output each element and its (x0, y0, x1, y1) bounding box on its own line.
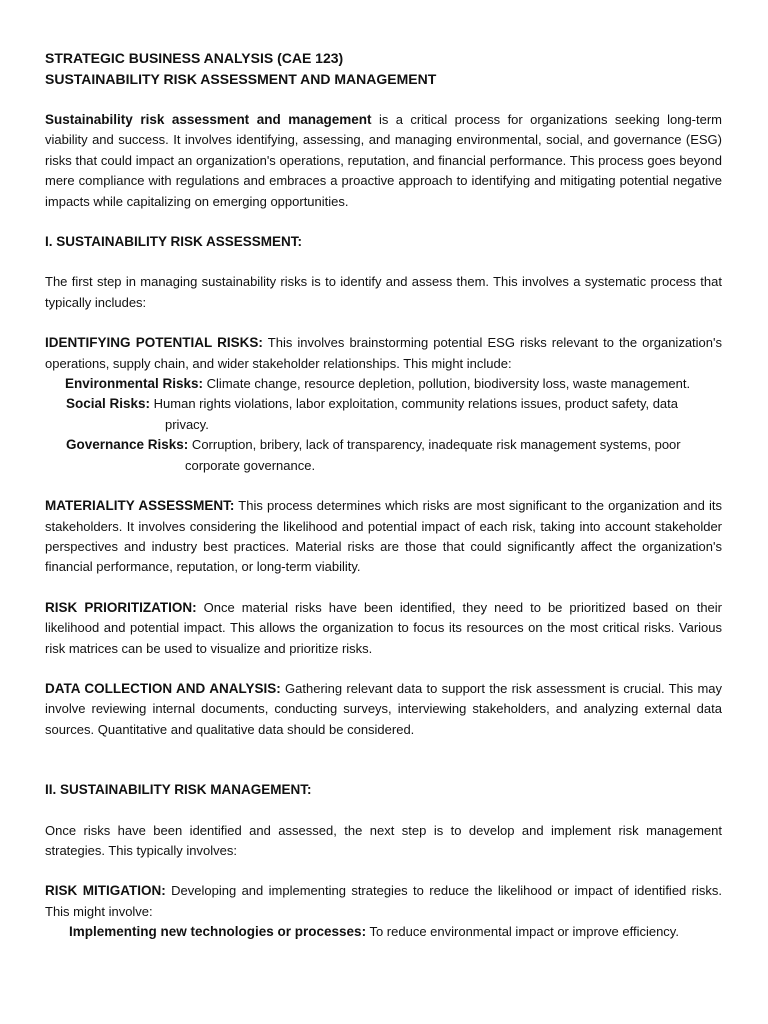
tech-text: To reduce environmental impact or improve efficiency. (366, 924, 679, 940)
identify-lead: IDENTIFYING POTENTIAL RISKS: (45, 335, 263, 351)
social-risks-label: Social Risks: (66, 396, 151, 412)
materiality-text: This process determines which risks are most significant to the organization and its stakeholders. It involves considering the likelihood and potential impact of each risk, taking into account stakeholder perspectives and industry best practices. Material risks are those that could significantly affect the organization's financial performance, reputation, or long-term viability. (45, 498, 723, 575)
tech-label: Implementing new technologies or processes: (69, 924, 367, 940)
materiality-paragraph (45, 496, 722, 578)
gov-risks-item (45, 435, 722, 476)
gov-risks-text: Corruption, bribery, lack of transparency, inadequate risk management systems, poor corporate governance. (185, 437, 681, 473)
tech-item (45, 922, 722, 942)
social-risks-text: Human rights violations, labor exploitation, community relations issues, product safety, data privacy. (150, 396, 679, 432)
prioritization-paragraph (45, 598, 722, 659)
materiality-lead: MATERIALITY ASSESSMENT: (45, 498, 235, 514)
identify-text: This involves brainstorming potential ESG risks relevant to the organization's operations, supply chain, and wider stakeholder relationships. This might include: (45, 335, 722, 371)
course-title: STRATEGIC BUSINESS ANALYSIS (CAE 123) (45, 50, 344, 66)
identify-paragraph (45, 333, 722, 374)
section2-heading: II. SUSTAINABILITY RISK MANAGEMENT: (45, 782, 312, 798)
prioritization-lead: RISK PRIORITIZATION: (45, 599, 197, 615)
mitigation-text: Developing and implementing strategies to reduce the likelihood or impact of identified risks. This might involve: (45, 883, 722, 919)
env-risks-text: Climate change, resource depletion, pollution, biodiversity loss, waste management. (203, 376, 691, 392)
mitigation-paragraph (45, 881, 722, 922)
section1-heading: I. SUSTAINABILITY RISK ASSESSMENT: (45, 234, 303, 250)
section2-intro: Once risks have been identified and assessed, the next step is to develop and implement risk management strategies. This typically involves: (45, 822, 722, 858)
env-risks-item (45, 374, 722, 394)
data-collection-paragraph (45, 679, 722, 740)
data-collection-lead: DATA COLLECTION AND ANALYSIS: (45, 680, 281, 696)
section1-intro: The first step in managing sustainability risks is to identify and assess them. This involves a systematic process that typically includes: (45, 274, 722, 310)
social-risks-item (45, 394, 722, 435)
intro-lead: Sustainability risk assessment and management (45, 112, 372, 127)
intro-text: is a critical process for organizations seeking long-term viability and success. It involves identifying, assessing, and managing environmental, social, and governance (ESG) risks that could impact an organization's operations, reputation, and financial performance. This process goes beyond mere compliance with regulations and embraces a proactive approach to identifying and mitigating potential negative impacts while capitalizing on emerging opportunities. (45, 112, 722, 209)
data-collection-text: Gathering relevant data to support the risk assessment is crucial. This may involve reviewing internal documents, conducting surveys, interviewing stakeholders, and analyzing external data sources. Quantitative and qualitative data should be considered. (45, 680, 722, 737)
document-body (45, 48, 722, 943)
mitigation-lead: RISK MITIGATION: (45, 883, 166, 899)
env-risks-label: Environmental Risks: (65, 376, 204, 392)
document-title: SUSTAINABILITY RISK ASSESSMENT AND MANAGEMENT (45, 71, 437, 87)
prioritization-text: Once material risks have been identified, they need to be prioritized based on their likelihood and potential impact. This allows the organization to focus its resources on the most critical risks. Various risk matrices can be used to visualize and prioritize risks. (45, 599, 722, 656)
intro-paragraph (45, 110, 722, 212)
gov-risks-label: Governance Risks: (66, 437, 189, 453)
